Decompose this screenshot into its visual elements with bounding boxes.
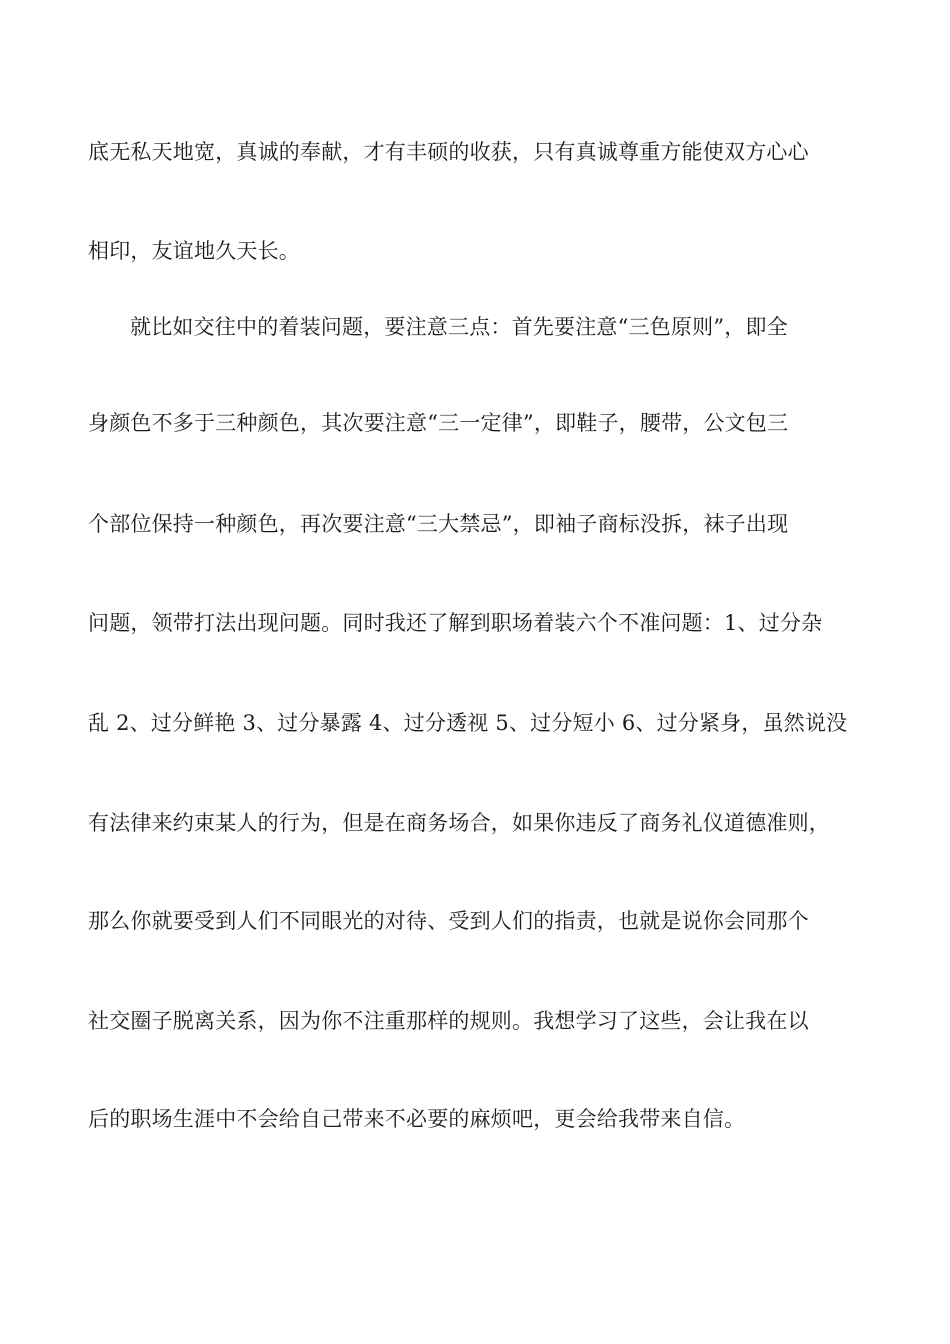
- body-text-line: 乱 2、过分鲜艳 3、过分暴露 4、过分透视 5、过分短小 6、过分紧身，虽然说没: [88, 711, 848, 735]
- body-text-line: 个部位保持一种颜色，再次要注意“三大禁忌”，即袖子商标没拆，袜子出现: [88, 512, 789, 536]
- body-text-line: 社交圈子脱离关系，因为你不注重那样的规则。我想学习了这些，会让我在以: [88, 1009, 809, 1033]
- body-text-line: 后的职场生涯中不会给自己带来不必要的麻烦吧，更会给我带来自信。: [88, 1107, 746, 1131]
- body-text-line: 问题，领带打法出现问题。同时我还了解到职场着装六个不准问题：1、过分杂: [88, 611, 823, 635]
- body-text-line: 相印，友谊地久天长。: [88, 239, 300, 263]
- body-text-line: 身颜色不多于三种颜色，其次要注意“三一定律”，即鞋子，腰带，公文包三: [88, 411, 789, 435]
- body-text-line: 底无私天地宽，真诚的奉献，才有丰硕的收获，只有真诚尊重方能使双方心心: [88, 140, 809, 164]
- paragraph-start-line: 就比如交往中的着装问题，要注意三点：首先要注意“三色原则”，即全: [130, 315, 788, 339]
- body-text-line: 有法律来约束某人的行为，但是在商务场合，如果你违反了商务礼仪道德准则，: [88, 811, 830, 835]
- body-text-line: 那么你就要受到人们不同眼光的对待、受到人们的指责，也就是说你会同那个: [88, 909, 809, 933]
